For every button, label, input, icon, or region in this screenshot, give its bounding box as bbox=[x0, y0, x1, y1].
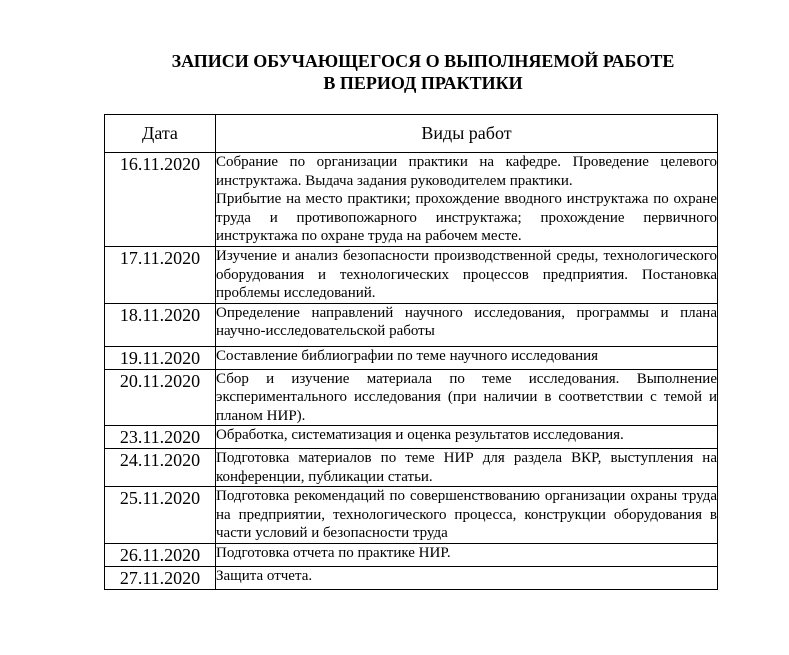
work-paragraph: Подготовка материалов по теме НИР для раздела ВКР, выступления на конференции, публикации статьи. bbox=[216, 450, 717, 485]
table-body bbox=[105, 153, 718, 590]
row-work-description bbox=[216, 449, 718, 487]
work-paragraph: Подготовка отчета по практике НИР. bbox=[216, 544, 451, 561]
table-row bbox=[105, 247, 718, 304]
work-records-table bbox=[104, 114, 718, 590]
work-paragraph: Защита отчета. bbox=[216, 567, 313, 584]
row-date: 20.11.2020 bbox=[105, 369, 216, 426]
table-row bbox=[105, 369, 718, 426]
table-header-row bbox=[105, 115, 718, 153]
row-date: 25.11.2020 bbox=[105, 487, 216, 544]
document-title bbox=[0, 50, 789, 94]
row-work-description bbox=[216, 487, 718, 544]
table-row bbox=[105, 543, 718, 566]
work-paragraph: Сбор и изучение материала по теме исследования. Выполнение экспериментального исследования (при наличии в соответствии с темой и планом НИР). bbox=[216, 370, 717, 424]
row-date: 24.11.2020 bbox=[105, 449, 216, 487]
table-row bbox=[105, 153, 718, 247]
row-work-description bbox=[216, 369, 718, 426]
row-date: 17.11.2020 bbox=[105, 247, 216, 304]
row-work-description bbox=[216, 247, 718, 304]
row-date: 26.11.2020 bbox=[105, 543, 216, 566]
row-work-description bbox=[216, 426, 718, 449]
row-date: 23.11.2020 bbox=[105, 426, 216, 449]
work-paragraph: Определение направлений научного исследования, программы и плана научно-исследовательской работы bbox=[216, 304, 717, 339]
work-paragraph: Подготовка рекомендаций по совершенствованию организации охраны труда на предприятии, технологического процесса, конструкции оборудования в части условий и безопасности труда bbox=[216, 488, 717, 541]
row-work-description bbox=[216, 543, 718, 566]
table-row bbox=[105, 566, 718, 589]
work-paragraph: Обработка, систематизация и оценка результатов исследования. bbox=[216, 427, 624, 443]
row-work-description bbox=[216, 303, 718, 346]
row-date: 27.11.2020 bbox=[105, 566, 216, 589]
row-work-description bbox=[216, 153, 718, 247]
work-paragraph: Собрание по организации практики на кафедре. Проведение целевого инструктажа. Выдача задания руководителем практики. bbox=[216, 154, 717, 189]
row-work-description bbox=[216, 346, 718, 369]
header-work: Виды работ bbox=[216, 115, 718, 153]
table-row bbox=[105, 303, 718, 346]
table-row bbox=[105, 487, 718, 544]
row-date: 16.11.2020 bbox=[105, 153, 216, 247]
work-paragraph: Составление библиографии по теме научного исследования bbox=[216, 347, 599, 364]
work-paragraph: Прибытие на место практики; прохождение вводного инструктажа по охране труда и противопожарного инструктажа; прохождение первичного инструктажа по охране труда на рабочем месте. bbox=[216, 191, 717, 244]
title-line-2: В ПЕРИОД ПРАКТИКИ bbox=[323, 73, 523, 93]
header-date: Дата bbox=[105, 115, 216, 153]
row-work-description bbox=[216, 566, 718, 589]
table-row bbox=[105, 346, 718, 369]
table-row bbox=[105, 426, 718, 449]
table-row bbox=[105, 449, 718, 487]
work-paragraph: Изучение и анализ безопасности производственной среды, технологического оборудования и технологических процессов предприятия. Постановка проблемы исследований. bbox=[216, 248, 717, 301]
row-date: 18.11.2020 bbox=[105, 303, 216, 346]
row-date: 19.11.2020 bbox=[105, 346, 216, 369]
title-line-1: ЗАПИСИ ОБУЧАЮЩЕГОСЯ О ВЫПОЛНЯЕМОЙ РАБОТЕ bbox=[171, 51, 675, 71]
